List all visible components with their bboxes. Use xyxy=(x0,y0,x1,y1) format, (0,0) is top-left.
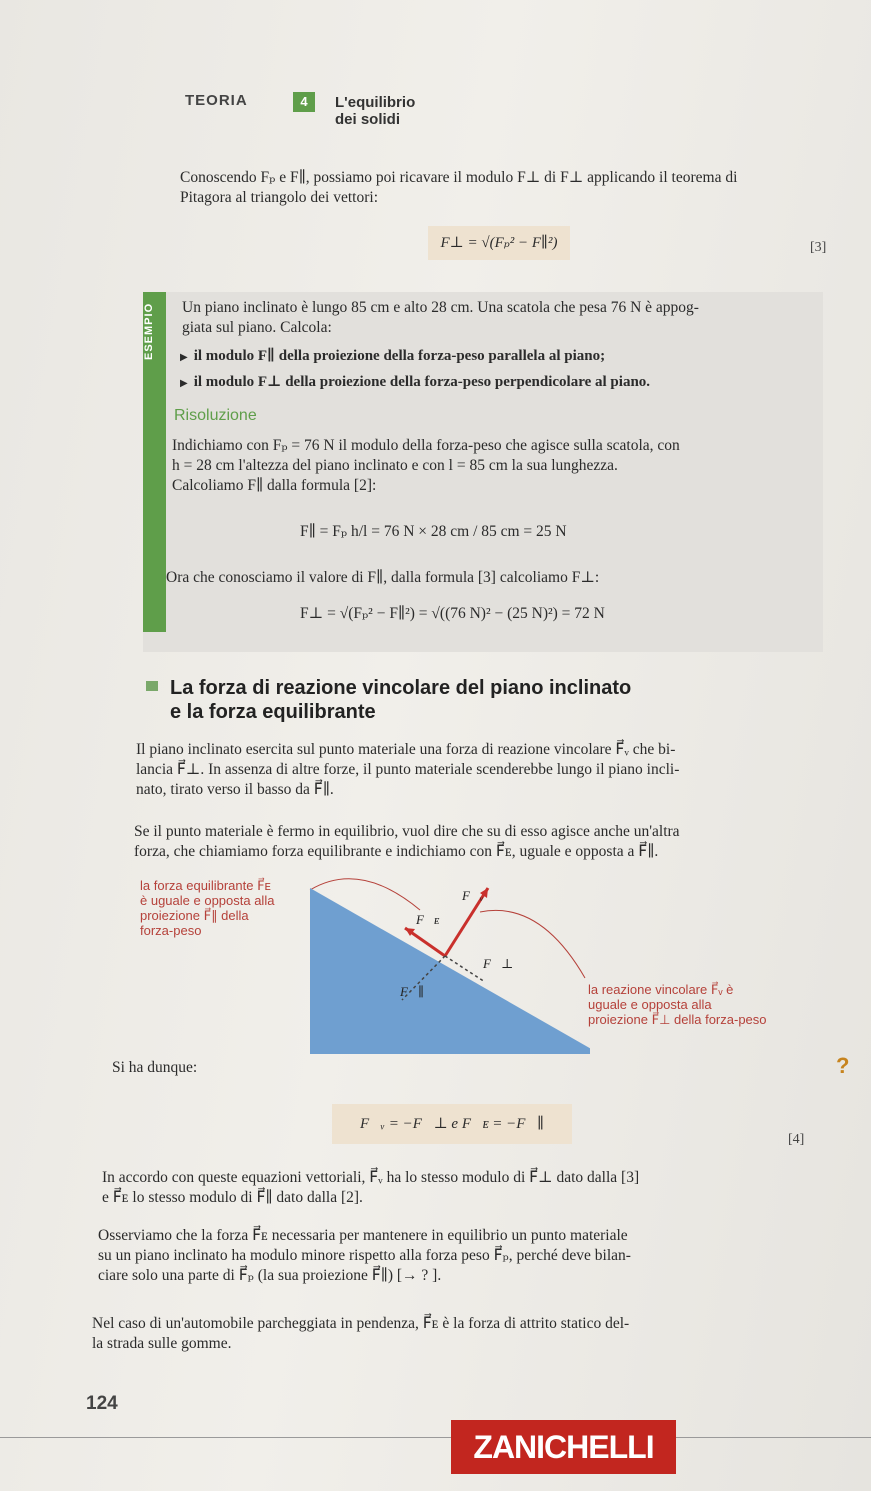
paragraph-4 xyxy=(98,1226,818,1286)
statement-line-2: giata sul piano. Calcola: xyxy=(182,319,332,336)
note-left-line-2: è uguale e opposta alla xyxy=(140,893,275,908)
formula-3: F⊥ = √(Fₚ² − F∥²) xyxy=(428,226,570,260)
solution-line-3: Calcoliamo F∥ dalla formula [2]: xyxy=(172,477,377,494)
bullet-1-text: il modulo F∥ della proiezione della forza-peso parallela al piano; xyxy=(193,348,606,364)
label-fpar: F⃗∥ xyxy=(400,984,425,999)
paragraph-3 xyxy=(102,1168,822,1208)
inclined-plane-figure xyxy=(270,860,590,1060)
section-bullet-square xyxy=(146,681,158,691)
p3-line-1: In accordo con queste equazioni vettoriali, F⃗ᵥ ha lo stesso modulo di F⃗⊥ dato dalla [3] xyxy=(102,1169,640,1186)
note-right-line-2: uguale e opposta alla xyxy=(588,997,712,1012)
figure-note-right xyxy=(588,982,767,1027)
equation-number-4: [4] xyxy=(788,1132,805,1147)
intro-line-2: Pitagora al triangolo dei vettori: xyxy=(180,189,379,206)
p4-line-3: ciare solo una parte di F⃗ₚ (la sua proiezione F⃗∥) [→ ? ]. xyxy=(98,1267,442,1284)
p4-line-1: Osserviamo che la forza F⃗ᴇ necessaria per mantenere in equilibrio un punto materiale xyxy=(98,1227,628,1244)
example-statement xyxy=(182,298,822,338)
p1-line-1: Il piano inclinato esercita sul punto materiale una forza di reazione vincolare F⃗ᵥ che bi- xyxy=(136,741,676,758)
section-title-line-1: La forza di reazione vincolare del piano inclinato xyxy=(170,677,632,699)
note-right-line-3: proiezione F⃗⊥ della forza-peso xyxy=(588,1012,767,1027)
label-fe: F⃗ᴇ xyxy=(416,912,440,927)
formula-fpar: F∥ = Fₚ h/l = 76 N × 28 cm / 85 cm = 25 N xyxy=(300,523,567,540)
formula-fperp: F⊥ = √(Fₚ² − F∥²) = √((76 N)² − (25 N)²) = 72 N xyxy=(300,605,605,622)
p4-line-2: su un piano inclinato ha modulo minore rispetto alla forza peso F⃗ₚ, perché deve bilan- xyxy=(98,1247,631,1264)
label-fperp: F⃗⊥ xyxy=(483,956,514,971)
solution-line-1: Indichiamo con Fₚ = 76 N il modulo della forza-peso che agisce sulla scatola, con xyxy=(172,437,680,454)
si-ha-dunque: Si ha dunque: xyxy=(112,1059,198,1076)
note-left-line-4: forza-peso xyxy=(140,923,202,938)
formula-4: F⃗ᵥ = −F⃗⊥ e F⃗ᴇ = −F⃗∥ xyxy=(332,1104,572,1144)
section-title xyxy=(170,676,631,724)
footer-rule xyxy=(0,1437,871,1438)
chapter-number-badge: 4 xyxy=(293,92,315,112)
solution-title: Risoluzione xyxy=(174,407,257,424)
p5-line-2: la strada sulle gomme. xyxy=(92,1335,232,1352)
section-label: TEORIA xyxy=(185,92,248,109)
paragraph-5 xyxy=(92,1314,812,1354)
note-left-line-3: proiezione F⃗∥ della xyxy=(140,908,249,923)
solution-line-4: Ora che conosciamo il valore di F∥, dalla formula [3] calcoliamo F⊥: xyxy=(166,569,600,586)
section-paragraph-1 xyxy=(136,740,826,800)
intro-paragraph xyxy=(180,168,830,208)
inclined-plane-shape xyxy=(310,888,590,1054)
p2-line-1: Se il punto materiale è fermo in equilibrio, vuol dire che su di esso agisce anche un'altra xyxy=(134,823,680,840)
figure-note-left xyxy=(140,878,274,938)
p1-line-2: lancia F⃗⊥. In assenza di altre forze, il punto materiale scenderebbe lungo il piano incli- xyxy=(136,761,680,778)
bullet-2-text: il modulo F⊥ della proiezione della forza-peso perpendicolare al piano. xyxy=(193,374,651,390)
note-right-line-1: la reazione vincolare F⃗ᵥ è xyxy=(588,982,734,997)
label-fv: F⃗ᵥ xyxy=(462,888,484,903)
solution-text xyxy=(172,436,822,496)
chapter-title: L'equilibrio dei solidi xyxy=(335,94,416,128)
note-left-line-1: la forza equilibrante F⃗ᴇ xyxy=(140,878,271,893)
p2-line-2: forza, che chiamiamo forza equilibrante e indichiamo con F⃗ᴇ, uguale e opposta a F⃗∥. xyxy=(134,843,659,860)
equation-number: [3] xyxy=(810,240,827,255)
example-bullet-1: ▶ il modulo F∥ della proiezione della forza-peso parallela al piano; xyxy=(180,348,606,364)
example-bullet-2: ▶ il modulo F⊥ della proiezione della forza-peso perpendicolare al piano. xyxy=(180,374,651,390)
example-label: ESEMPIO xyxy=(143,302,155,360)
publisher-logo: ZANICHELLI xyxy=(451,1420,676,1474)
question-mark-icon[interactable]: ? xyxy=(836,1053,850,1078)
statement-line-1: Un piano inclinato è lungo 85 cm e alto 28 cm. Una scatola che pesa 76 N è appog- xyxy=(182,299,699,316)
section-paragraph-2 xyxy=(134,822,824,862)
page-number: 124 xyxy=(86,1393,118,1414)
solution-line-2: h = 28 cm l'altezza del piano inclinato e con l = 85 cm la sua lunghezza. xyxy=(172,457,618,474)
p3-line-2: e F⃗ᴇ lo stesso modulo di F⃗∥ dato dalla [2]. xyxy=(102,1189,363,1206)
intro-line-1: Conoscendo Fₚ e F∥, possiamo poi ricavare il modulo F⊥ di F⊥ applicando il teorema di xyxy=(180,169,738,186)
p1-line-3: nato, tirato verso il basso da F⃗∥. xyxy=(136,781,334,798)
section-title-line-2: e la forza equilibrante xyxy=(170,701,376,723)
p5-line-1: Nel caso di un'automobile parcheggiata in pendenza, F⃗ᴇ è la forza di attrito statico del- xyxy=(92,1315,630,1332)
